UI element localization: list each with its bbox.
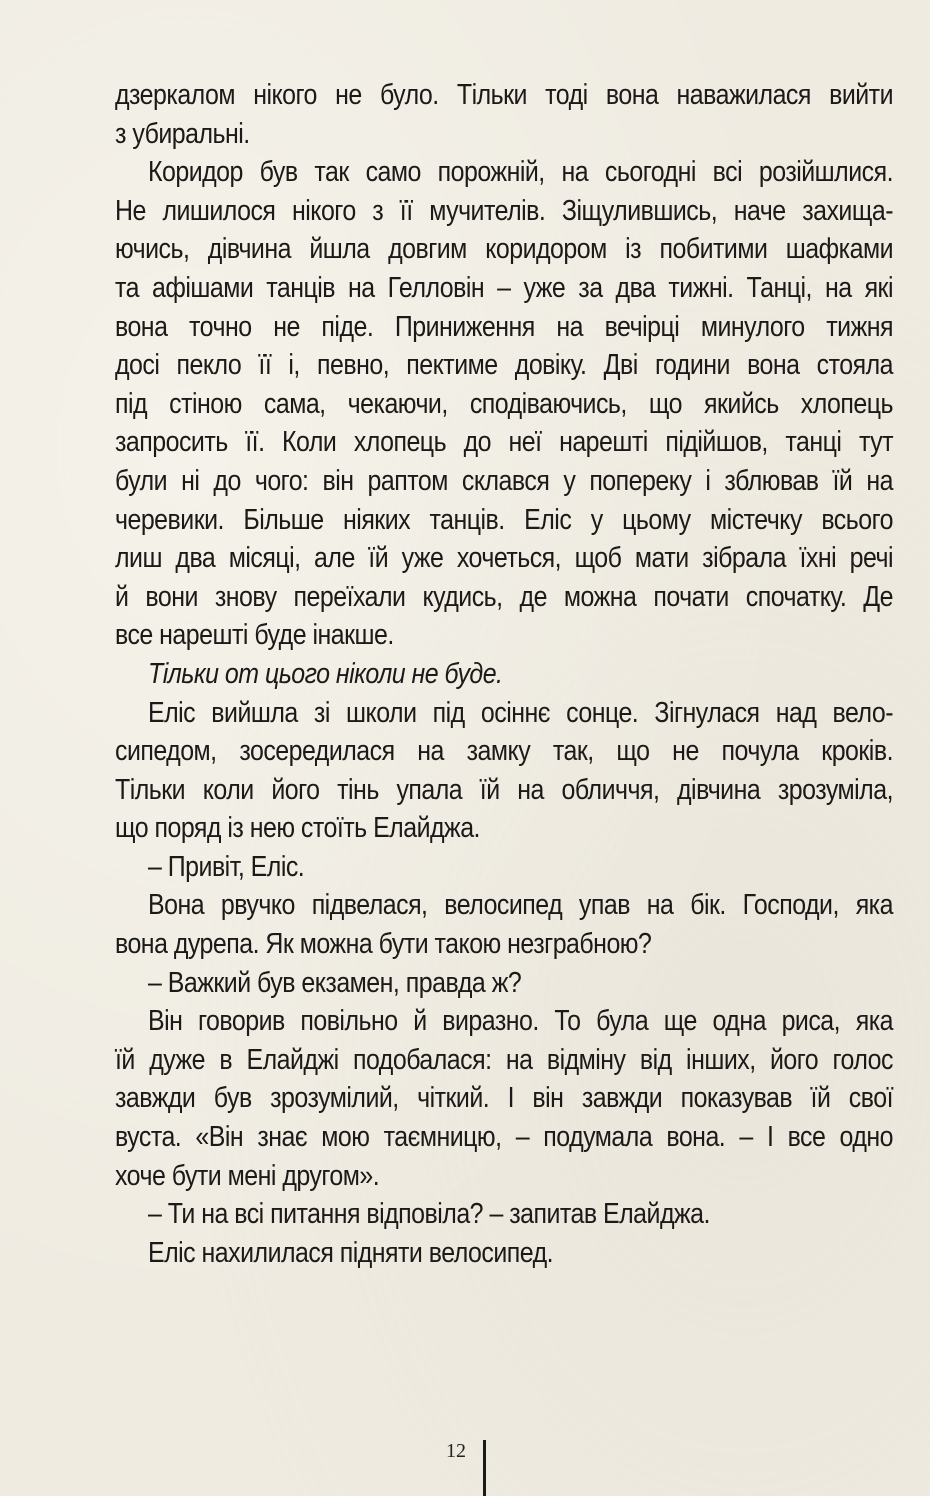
text-line: [115, 1157, 893, 1196]
text-line: [115, 809, 893, 848]
text-line: [115, 771, 893, 810]
text-line: [115, 732, 893, 771]
text-line-content: ючись, дівчина йшла довгим коридором із побитими шафками: [115, 233, 893, 266]
text-line: [115, 230, 893, 269]
text-line: [115, 886, 893, 925]
text-line: [115, 616, 893, 655]
text-line: [115, 153, 893, 192]
text-line-content: й вони знову переїхали кудись, де можна почати спочатку. Де: [115, 580, 893, 613]
text-line: [115, 1118, 893, 1157]
page-number-rule: [483, 1440, 486, 1496]
text-line: [115, 462, 893, 501]
text-line-content: Він говорив повільно й виразно. То була ще одна риса, яка: [148, 1005, 893, 1038]
text-line: [115, 346, 893, 385]
text-line: [115, 1079, 893, 1118]
text-line: [115, 308, 893, 347]
text-line: [115, 578, 893, 617]
text-line-content: були ні до чого: він раптом склався у поперeку і зблював їй на: [115, 464, 893, 497]
text-line-content: Коридор був так само порожній, на сьогодні всі розійшлися.: [148, 156, 893, 189]
text-line-content: сипедом, зосередилася на замку так, що не почула кроків.: [115, 735, 893, 768]
text-line-content: – Ти на всі питання відповіла? – запитав Елайджа.: [148, 1198, 710, 1231]
text-line-content: з убиральні.: [115, 117, 250, 150]
text-line: [115, 1234, 893, 1273]
text-line: [115, 423, 893, 462]
text-line-content: вона точно не піде. Приниження на вечірці минулого тижня: [115, 310, 893, 343]
text-line: [115, 192, 893, 231]
book-page-text: [115, 76, 893, 1272]
text-line-content: лиш два місяці, але їй уже хочеться, щоб мати зібрала їхні речі: [115, 542, 893, 575]
text-line-content: – Важкий був екзамен, правда ж?: [148, 966, 522, 999]
text-line-content: хоче бути мені другом».: [115, 1159, 380, 1192]
text-line: [115, 964, 893, 1003]
text-line: [115, 539, 893, 578]
text-line-content: завжди був зрозумілий, чіткий. І він завжди показував їй свої: [115, 1082, 893, 1115]
text-line-content: що поряд із нею стоїть Елайджа.: [115, 812, 480, 845]
text-line-content: все нарешті буде інакше.: [115, 619, 394, 652]
text-line-content: запросить її. Коли хлопець до неї нарешті підійшов, танці тут: [115, 426, 893, 459]
text-line-content: їй дуже в Елайджі подобалася: на відміну від інших, його голос: [115, 1043, 893, 1076]
text-line-content: Еліс вийшла зі школи під осіннє сонце. Зігнулася над вело-: [148, 696, 893, 729]
text-line-content: вуста. «Він знає мою таємницю, – подумала вона. – І все одно: [115, 1121, 893, 1154]
text-line-content: та афішами танців на Гелловін – уже за два тижні. Танці, на які: [115, 271, 893, 304]
text-line: [115, 501, 893, 540]
text-line: [115, 1002, 893, 1041]
text-line-content: досі пекло її і, певно, пектиме довіку. Дві години вона стояла: [115, 349, 893, 382]
italic-text-line: [115, 655, 893, 694]
text-line: [115, 1195, 893, 1234]
text-line-content: Тільки коли його тінь упала їй на обличчя, дівчина зрозуміла,: [115, 773, 893, 806]
text-line-content: під стіною сама, чекаючи, сподіваючись, що якийсь хлопець: [115, 387, 893, 420]
text-line-content: Не лишилося нікого з її мучителів. Зіщулившись, наче захища-: [115, 194, 893, 227]
text-line: [115, 694, 893, 733]
text-line: [115, 925, 893, 964]
text-line-content: Тільки от цього ніколи не буде.: [148, 657, 503, 690]
text-line: [115, 269, 893, 308]
text-line: [115, 76, 893, 115]
text-line-content: черевики. Більше ніяких танців. Еліс у цьому містечку всього: [115, 503, 893, 536]
text-line-content: Вона рвучко підвелася, велосипед упав на бік. Господи, яка: [148, 889, 893, 922]
text-line: [115, 848, 893, 887]
text-line-content: дзеркалом нікого не було. Тільки тоді вона наважилася вийти: [115, 79, 893, 111]
text-line: [115, 115, 893, 154]
text-line-content: вона дурепа. Як можна бути такою незграбною?: [115, 928, 652, 961]
text-line: [115, 1041, 893, 1080]
text-line: [115, 385, 893, 424]
text-line-content: – Привіт, Еліс.: [148, 850, 305, 883]
text-line-content: Еліс нахилилася підняти велосипед.: [148, 1236, 554, 1269]
page-number: 12: [446, 1440, 466, 1462]
